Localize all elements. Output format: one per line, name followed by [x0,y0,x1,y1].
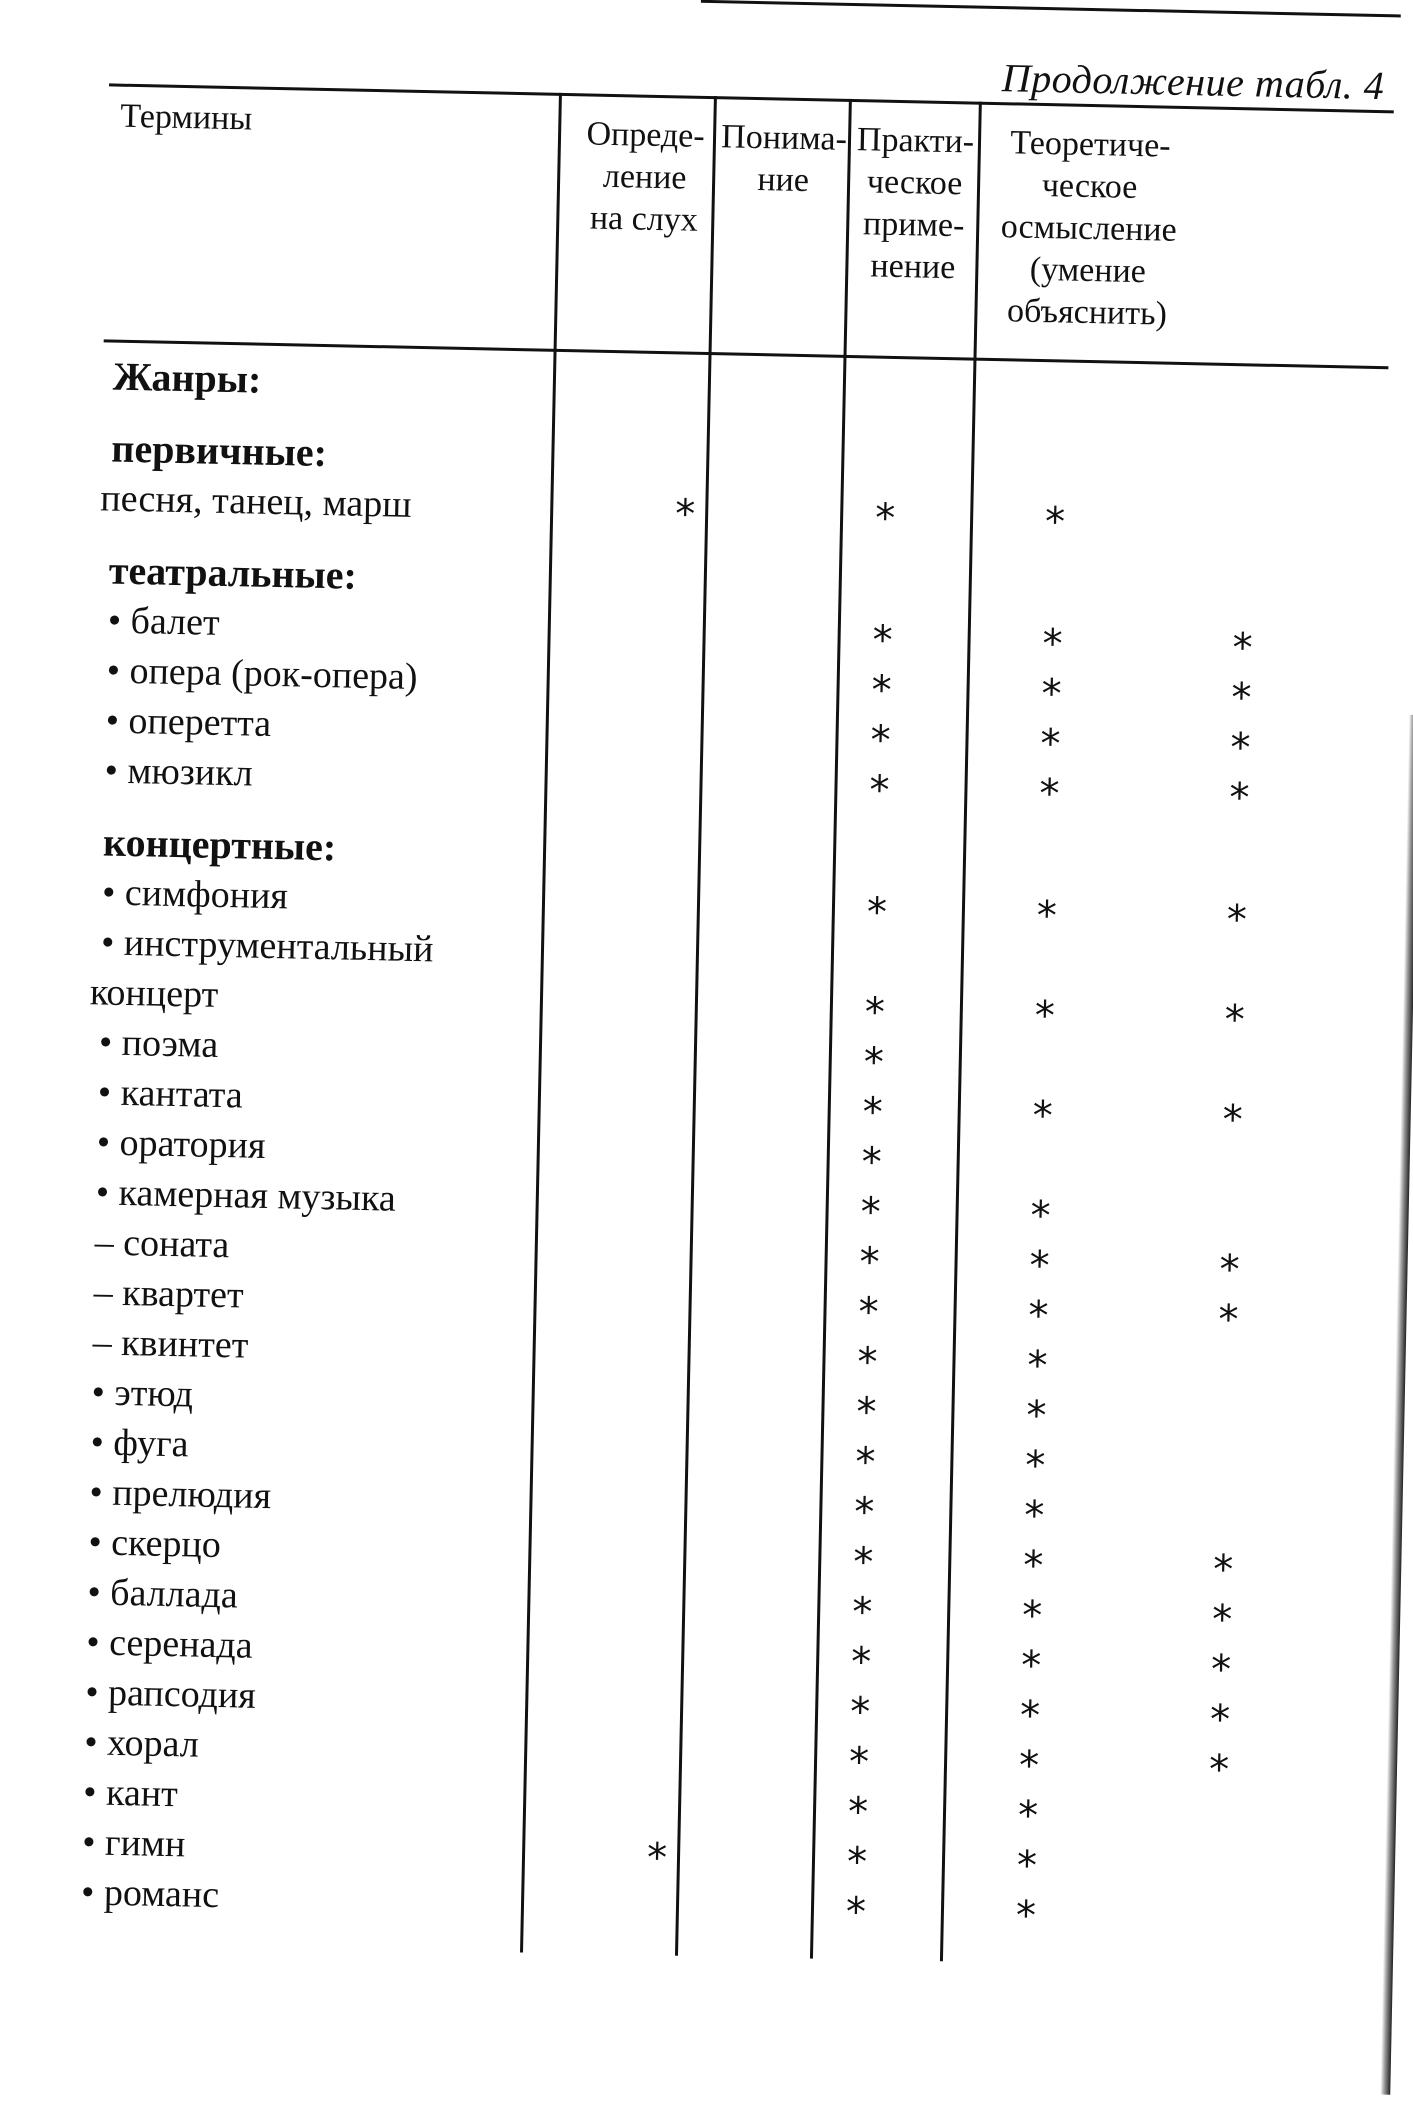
mark-star: * [1210,1646,1232,1694]
mark-star: * [1032,1092,1054,1140]
mark-star: * [1217,1296,1239,1344]
group-heading: Жанры: [112,353,262,402]
mark-star: * [1034,993,1056,1040]
term-label: • инструментальный [100,921,434,971]
term-label: • этюд [91,1371,194,1416]
mark-star: * [866,889,888,936]
term-label: – квартет [93,1271,245,1317]
mark-star: * [1036,893,1058,940]
mark-star: * [862,1089,884,1136]
term-label: • балет [107,599,221,644]
group-heading: театральные: [108,547,358,598]
mark-star: * [849,1689,871,1736]
mark-star: * [869,717,891,764]
mark-star: * [1017,1792,1039,1840]
mark-star: * [1023,1492,1045,1540]
mark-star: * [1211,1596,1233,1644]
mark-star: * [1044,499,1066,546]
mark-star: * [674,491,696,538]
term-label: • оперетта [105,699,272,745]
mark-star: * [1021,1592,1043,1640]
mark-star: * [1208,1746,1230,1794]
mark-star: * [848,1739,870,1786]
mark-star: * [856,1339,878,1386]
mark-star: * [1230,675,1252,722]
mark-star: * [864,989,886,1036]
mark-star: * [1226,897,1248,944]
mark-star: * [1039,721,1061,768]
mark-star: * [1042,621,1064,668]
mark-star: * [1222,1096,1244,1144]
term-label: – соната [94,1221,230,1267]
mark-star: * [854,1439,876,1486]
mark-star: * [1212,1546,1234,1594]
mark-star: * [863,1039,885,1086]
term-label: – квинтет [92,1321,249,1367]
table-caption: Продолжение табл. 4 [1001,55,1385,109]
mark-star: * [1224,996,1246,1044]
mark-star: * [1024,1442,1046,1490]
group-heading: концертные: [102,819,337,870]
term-label: • серенада [85,1621,254,1667]
term-label: • камерная музыка [95,1171,397,1220]
term-label: • поэма [98,1021,219,1066]
mark-star: * [1038,771,1060,818]
term-label: • прелюдия [89,1471,272,1518]
mark-star: * [1015,1892,1037,1940]
page-edge-shadow [1380,715,1413,2095]
term-label: • хорал [83,1721,200,1766]
term-label: песня, танец, марш [99,477,412,526]
mark-star: * [860,1189,882,1236]
mark-star: * [871,667,892,714]
mark-star: * [1018,1742,1040,1790]
term-label: • фуга [90,1421,189,1466]
mark-star: * [851,1589,873,1636]
term-label: • кант [82,1771,179,1816]
top-rule [701,0,1401,17]
table-body [71,351,1389,1944]
mark-star: * [1022,1542,1044,1590]
mark-star: * [855,1389,877,1436]
header-understanding: Понима- ние [720,118,848,200]
mark-star: * [1030,1192,1052,1240]
mark-star: * [868,767,890,814]
header-practical-application: Практи- ческое приме- нение [856,121,975,287]
header-theoretical-comprehension: Теоретиче- ческое осмысление (умение объяснить) [1000,124,1178,333]
group-heading: первичные: [110,425,328,476]
term-label: • кантата [97,1071,244,1117]
term-label: • рапсодия [84,1671,257,1717]
mark-star: * [852,1539,874,1586]
mark-star: * [1229,725,1251,772]
genres-table [70,83,1394,1989]
mark-star: * [1218,1246,1240,1294]
term-label: концерт [89,971,219,1016]
mark-star: * [1232,625,1253,672]
mark-star: * [1019,1692,1041,1740]
term-label: • баллада [87,1571,239,1617]
mark-star: * [847,1789,869,1836]
mark-star: * [1025,1392,1047,1440]
mark-star: * [861,1139,883,1186]
mark-star: * [1027,1292,1049,1340]
mark-star: * [1040,671,1062,718]
header-ear-identification: Опреде- ление на слух [586,115,706,239]
mark-star: * [845,1889,867,1936]
term-label: • оратория [96,1121,266,1167]
mark-star: * [853,1489,875,1536]
header-terms: Термины [119,97,253,138]
term-label: • мюзикл [104,749,254,795]
mark-star: * [646,1835,668,1882]
term-label: • опера (рок-опера) [106,649,419,699]
mark-star: * [858,1289,879,1336]
mark-star: * [1228,775,1250,822]
mark-star: * [846,1839,868,1886]
term-label: • гимн [81,1821,186,1866]
mark-star: * [1020,1642,1042,1690]
mark-star: * [859,1239,881,1286]
mark-star: * [874,495,896,542]
mark-star: * [1016,1842,1038,1890]
term-label: • романс [80,1871,220,1917]
mark-star: * [1209,1696,1231,1744]
term-label: • скерцо [88,1521,222,1567]
mark-star: * [872,617,894,664]
mark-star: * [850,1639,872,1686]
mark-star: * [1026,1342,1048,1390]
term-label: • симфония [101,871,289,918]
mark-star: * [1029,1242,1050,1290]
